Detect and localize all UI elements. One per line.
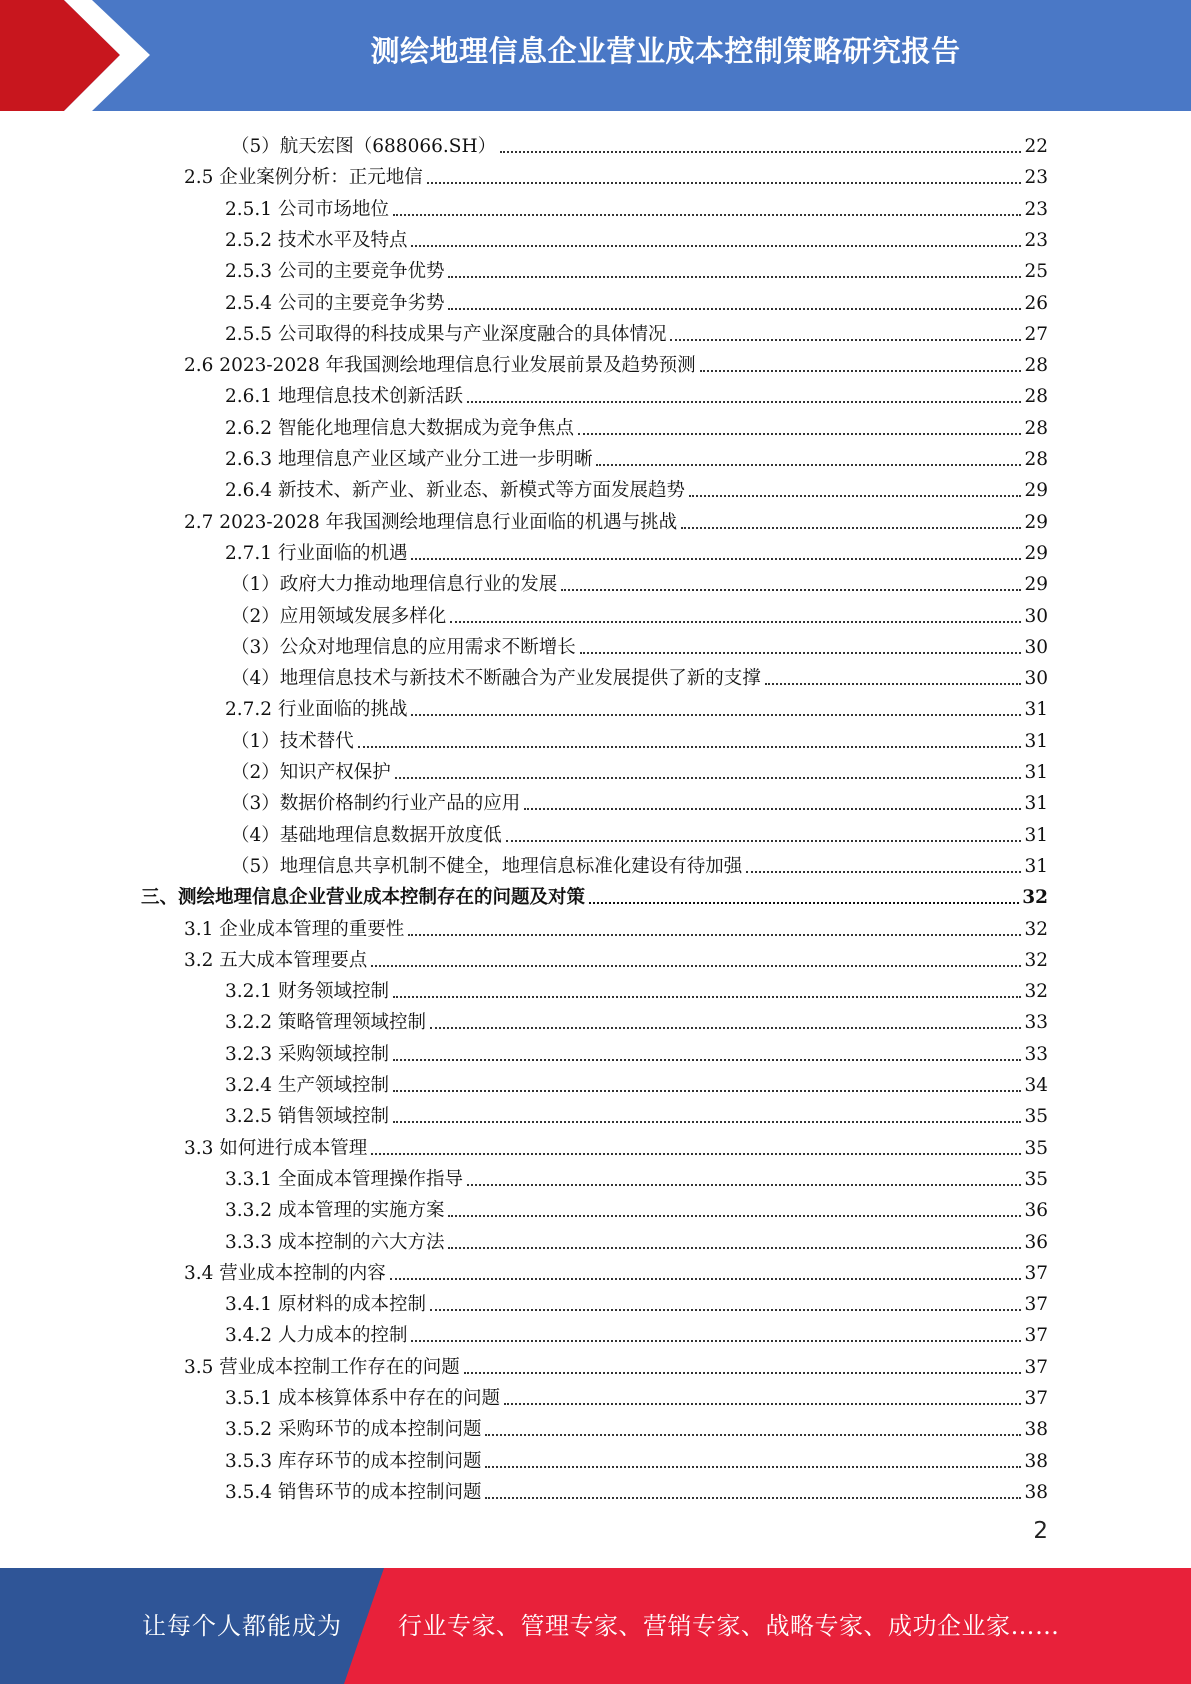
toc-dot-leader — [390, 1278, 1022, 1280]
toc-entry[interactable] — [225, 973, 1048, 1003]
toc-dot-leader — [504, 1403, 1021, 1405]
toc-entry-page: 29 — [1024, 511, 1048, 533]
toc-entry[interactable] — [184, 504, 1048, 534]
toc-dot-leader — [580, 652, 1022, 654]
toc-entry-title: 2.6.2 智能化地理信息大数据成为竞争焦点 — [225, 417, 574, 439]
toc-entry[interactable] — [184, 159, 1048, 189]
toc-entry[interactable] — [231, 785, 1048, 815]
toc-entry-page: 36 — [1024, 1231, 1048, 1253]
toc-entry-title: （5）地理信息共享机制不健全，地理信息标准化建设有待加强 — [231, 855, 743, 877]
toc-entry-page: 31 — [1024, 699, 1048, 721]
toc-entry[interactable] — [225, 691, 1048, 721]
toc-dot-leader — [700, 370, 1022, 372]
toc-entry-title: 2.5 企业案例分析：正元地信 — [184, 167, 423, 189]
toc-entry-title: 3.2.3 采购领域控制 — [225, 1043, 389, 1065]
toc-entry-title: 2.5.3 公司的主要竞争优势 — [225, 261, 445, 283]
toc-entry-page: 31 — [1024, 730, 1048, 752]
toc-entry-page: 36 — [1024, 1200, 1048, 1222]
page-number: 2 — [1033, 1518, 1048, 1544]
toc-entry[interactable] — [184, 347, 1048, 377]
toc-entry[interactable] — [231, 598, 1048, 628]
toc-entry-title: 2.5.1 公司市场地位 — [225, 198, 389, 220]
toc-entry-title: 2.6.4 新技术、新产业、新业态、新模式等方面发展趋势 — [225, 480, 685, 502]
toc-entry[interactable] — [225, 1380, 1048, 1410]
toc-entry[interactable] — [225, 472, 1048, 502]
toc-dot-leader — [589, 902, 1019, 904]
toc-entry-page: 37 — [1024, 1356, 1048, 1378]
toc-entry[interactable] — [184, 942, 1048, 972]
toc-entry[interactable] — [231, 660, 1048, 690]
toc-dot-leader — [467, 1184, 1021, 1186]
toc-dot-leader — [485, 1434, 1021, 1436]
toc-dot-leader — [411, 1340, 1021, 1342]
toc-entry[interactable] — [225, 1443, 1048, 1473]
toc-entry-page: 29 — [1024, 574, 1048, 596]
toc-entry[interactable] — [231, 754, 1048, 784]
toc-entry-title: 2.6.1 地理信息技术创新活跃 — [225, 386, 463, 408]
toc-entry[interactable] — [231, 723, 1048, 753]
toc-dot-leader — [393, 214, 1021, 216]
toc-entry-page: 28 — [1024, 449, 1048, 470]
toc-dot-leader — [524, 808, 1021, 810]
toc-entry[interactable] — [225, 1224, 1048, 1254]
footer-banner — [0, 1568, 1191, 1684]
toc-entry-page: 35 — [1024, 1137, 1048, 1159]
toc-dot-leader — [448, 1247, 1021, 1249]
toc-entry-title: 三、测绘地理信息企业营业成本控制存在的问题及对策 — [141, 887, 586, 909]
toc-dot-leader — [430, 1027, 1021, 1029]
toc-entry-title: 2.7.1 行业面临的机遇 — [225, 542, 408, 564]
toc-entry[interactable] — [225, 535, 1048, 565]
toc-entry[interactable] — [225, 1036, 1048, 1066]
toc-entry-page: 38 — [1024, 1450, 1048, 1472]
toc-entry-page: 37 — [1024, 1388, 1048, 1409]
toc-dot-leader — [464, 1372, 1022, 1374]
toc-dot-leader — [578, 433, 1021, 435]
toc-entry-page: 28 — [1024, 386, 1048, 408]
toc-entry[interactable] — [225, 191, 1048, 221]
toc-entry[interactable] — [141, 879, 1048, 909]
toc-dot-leader — [371, 1153, 1021, 1155]
toc-dot-leader — [485, 1466, 1021, 1468]
toc-entry-title: 3.5.3 库存环节的成本控制问题 — [225, 1450, 482, 1472]
toc-entry-title: 3.5.2 采购环节的成本控制问题 — [225, 1419, 482, 1441]
toc-dot-leader — [765, 683, 1022, 685]
toc-entry-page: 37 — [1024, 1294, 1048, 1316]
toc-entry[interactable] — [225, 1474, 1048, 1504]
toc-entry-page: 31 — [1024, 855, 1048, 877]
toc-entry-title: 2.5.4 公司的主要竞争劣势 — [225, 292, 445, 314]
toc-entry[interactable] — [184, 1130, 1048, 1160]
toc-entry-title: 3.4 营业成本控制的内容 — [184, 1262, 386, 1284]
toc-entry-page: 32 — [1024, 918, 1048, 940]
toc-entry-page: 38 — [1024, 1481, 1048, 1503]
toc-entry-page: 32 — [1024, 981, 1048, 1003]
toc-entry-page: 23 — [1024, 167, 1048, 189]
toc-entry[interactable] — [231, 128, 1048, 158]
toc-entry-title: （2）知识产权保护 — [231, 762, 391, 783]
toc-entry-page: 22 — [1024, 136, 1048, 157]
toc-entry-page: 29 — [1024, 480, 1048, 502]
toc-entry-title: 2.6.3 地理信息产业区域产业分工进一步明晰 — [225, 449, 593, 470]
toc-entry-title: 2.7.2 行业面临的挑战 — [225, 699, 408, 721]
toc-dot-leader — [393, 996, 1021, 998]
toc-entry-title: 2.5.2 技术水平及特点 — [225, 229, 408, 251]
toc-entry-title: （4）基础地理信息数据开放度低 — [231, 824, 502, 846]
toc-dot-leader — [485, 1497, 1021, 1499]
toc-dot-leader — [467, 401, 1021, 403]
toc-dot-leader — [358, 746, 1022, 748]
toc-entry-page: 28 — [1024, 417, 1048, 439]
toc-entry-title: 3.3.2 成本管理的实施方案 — [225, 1200, 445, 1222]
toc-entry-page: 23 — [1024, 198, 1048, 220]
toc-entry-page: 30 — [1024, 636, 1048, 658]
toc-dot-leader — [393, 1090, 1021, 1092]
toc-entry-page: 35 — [1024, 1168, 1048, 1190]
toc-entry-title: 3.5.4 销售环节的成本控制问题 — [225, 1481, 482, 1503]
toc-entry-title: 3.1 企业成本管理的重要性 — [184, 918, 405, 940]
toc-entry-page: 35 — [1024, 1106, 1048, 1128]
toc-entry-title: 3.4.2 人力成本的控制 — [225, 1325, 408, 1347]
toc-dot-leader — [506, 840, 1022, 842]
toc-entry[interactable] — [225, 441, 1048, 471]
toc-entry-page: 31 — [1024, 824, 1048, 846]
toc-entry[interactable] — [225, 1286, 1048, 1316]
toc-dot-leader — [411, 558, 1021, 560]
toc-entry-title: （3）数据价格制约行业产品的应用 — [231, 793, 521, 815]
toc-entry[interactable] — [225, 378, 1048, 408]
toc-entry-title: 3.2 五大成本管理要点 — [184, 949, 368, 971]
toc-entry-title: 3.3 如何进行成本管理 — [184, 1137, 368, 1159]
toc-entry-page: 25 — [1024, 261, 1048, 283]
toc-entry-page: 32 — [1024, 949, 1048, 971]
toc-dot-leader — [393, 1121, 1021, 1123]
toc-entry[interactable] — [225, 1098, 1048, 1128]
toc-entry[interactable] — [184, 911, 1048, 941]
toc-entry-title: （2）应用领域发展多样化 — [231, 605, 447, 627]
toc-entry-title: 3.5.1 成本核算体系中存在的问题 — [225, 1388, 500, 1409]
toc-entry-page: 32 — [1022, 887, 1048, 909]
toc-entry[interactable] — [184, 1255, 1048, 1285]
toc-dot-leader — [393, 1059, 1021, 1061]
toc-entry-title: 2.7 2023-2028 年我国测绘地理信息行业面临的机遇与挑战 — [184, 511, 678, 533]
toc-dot-leader — [448, 1215, 1021, 1217]
toc-entry-page: 28 — [1024, 355, 1048, 377]
toc-entry-title: 3.3.3 成本控制的六大方法 — [225, 1231, 445, 1253]
toc-entry[interactable] — [231, 817, 1048, 847]
toc-entry[interactable] — [225, 1317, 1048, 1347]
toc-dot-leader — [670, 339, 1021, 341]
toc-entry[interactable] — [225, 1067, 1048, 1097]
toc-entry[interactable] — [225, 1192, 1048, 1222]
toc-entry[interactable] — [225, 1161, 1048, 1191]
toc-entry-page: 34 — [1024, 1075, 1048, 1096]
toc-entry-title: （3）公众对地理信息的应用需求不断增长 — [231, 636, 576, 658]
toc-entry[interactable] — [225, 285, 1048, 315]
toc-entry-page: 29 — [1024, 542, 1048, 564]
toc-entry-page: 26 — [1024, 292, 1048, 314]
toc-dot-leader — [596, 464, 1021, 466]
toc-dot-leader — [448, 308, 1021, 310]
toc-dot-leader — [411, 714, 1021, 716]
toc-dot-leader — [561, 589, 1021, 591]
toc-entry-title: 3.4.1 原材料的成本控制 — [225, 1294, 426, 1316]
toc-dot-leader — [681, 527, 1021, 529]
chevron-arrow-icon — [0, 0, 152, 111]
toc-entry[interactable] — [225, 222, 1048, 252]
toc-entry-page: 38 — [1024, 1419, 1048, 1441]
toc-dot-leader — [448, 276, 1021, 278]
toc-entry-title: （5）航天宏图（688066.SH） — [231, 136, 497, 157]
toc-entry[interactable] — [225, 253, 1048, 283]
toc-entry-title: 3.2.1 财务领域控制 — [225, 981, 389, 1003]
toc-dot-leader — [427, 182, 1022, 184]
toc-entry-page: 31 — [1024, 762, 1048, 783]
toc-entry-page: 33 — [1024, 1012, 1048, 1034]
toc-dot-leader — [371, 965, 1021, 967]
toc-dot-leader — [689, 495, 1021, 497]
toc-dot-leader — [746, 871, 1021, 873]
header-banner — [0, 0, 1191, 111]
toc-entry[interactable] — [231, 566, 1048, 596]
toc-entry[interactable] — [225, 316, 1048, 346]
toc-dot-leader — [430, 1309, 1021, 1311]
toc-entry[interactable] — [231, 629, 1048, 659]
toc-dot-leader — [500, 151, 1021, 153]
toc-entry-title: 3.2.5 销售领域控制 — [225, 1106, 389, 1128]
toc-entry-page: 31 — [1024, 793, 1048, 815]
toc-dot-leader — [411, 245, 1021, 247]
toc-entry-page: 27 — [1024, 323, 1048, 345]
toc-dot-leader — [408, 934, 1021, 936]
footer-slogan-right: 行业专家、管理专家、营销专家、战略专家、成功企业家…… — [398, 1612, 1060, 1640]
toc-entry-title: 3.5 营业成本控制工作存在的问题 — [184, 1356, 460, 1378]
toc-entry-page: 23 — [1024, 229, 1048, 251]
toc-dot-leader — [395, 777, 1022, 779]
toc-dot-leader — [450, 621, 1021, 623]
toc-entry-page: 33 — [1024, 1043, 1048, 1065]
toc-entry-title: （1）政府大力推动地理信息行业的发展 — [231, 574, 558, 596]
toc-entry-title: 2.6 2023-2028 年我国测绘地理信息行业发展前景及趋势预测 — [184, 355, 696, 377]
toc-entry-page: 30 — [1024, 668, 1048, 690]
toc-entry-title: 3.2.4 生产领域控制 — [225, 1075, 389, 1096]
toc-entry[interactable] — [231, 848, 1048, 878]
toc-entry[interactable] — [225, 1004, 1048, 1034]
footer-slogan-left: 让每个人都能成为 — [142, 1612, 342, 1640]
toc-entry[interactable] — [225, 1411, 1048, 1441]
toc-entry-title: 3.2.2 策略管理领域控制 — [225, 1012, 426, 1034]
toc-entry-title: （4）地理信息技术与新技术不断融合为产业发展提供了新的支撑 — [231, 668, 761, 690]
toc-entry-title: （1）技术替代 — [231, 730, 354, 752]
toc-entry-page: 30 — [1024, 605, 1048, 627]
toc-entry-page: 37 — [1024, 1262, 1048, 1284]
toc-entry-title: 3.3.1 全面成本管理操作指导 — [225, 1168, 463, 1190]
toc-entry[interactable] — [225, 410, 1048, 440]
toc-entry-page: 37 — [1024, 1325, 1048, 1347]
report-title: 测绘地理信息企业营业成本控制策略研究报告 — [370, 34, 961, 68]
toc-entry[interactable] — [184, 1349, 1048, 1379]
toc-entry-title: 2.5.5 公司取得的科技成果与产业深度融合的具体情况 — [225, 323, 667, 345]
